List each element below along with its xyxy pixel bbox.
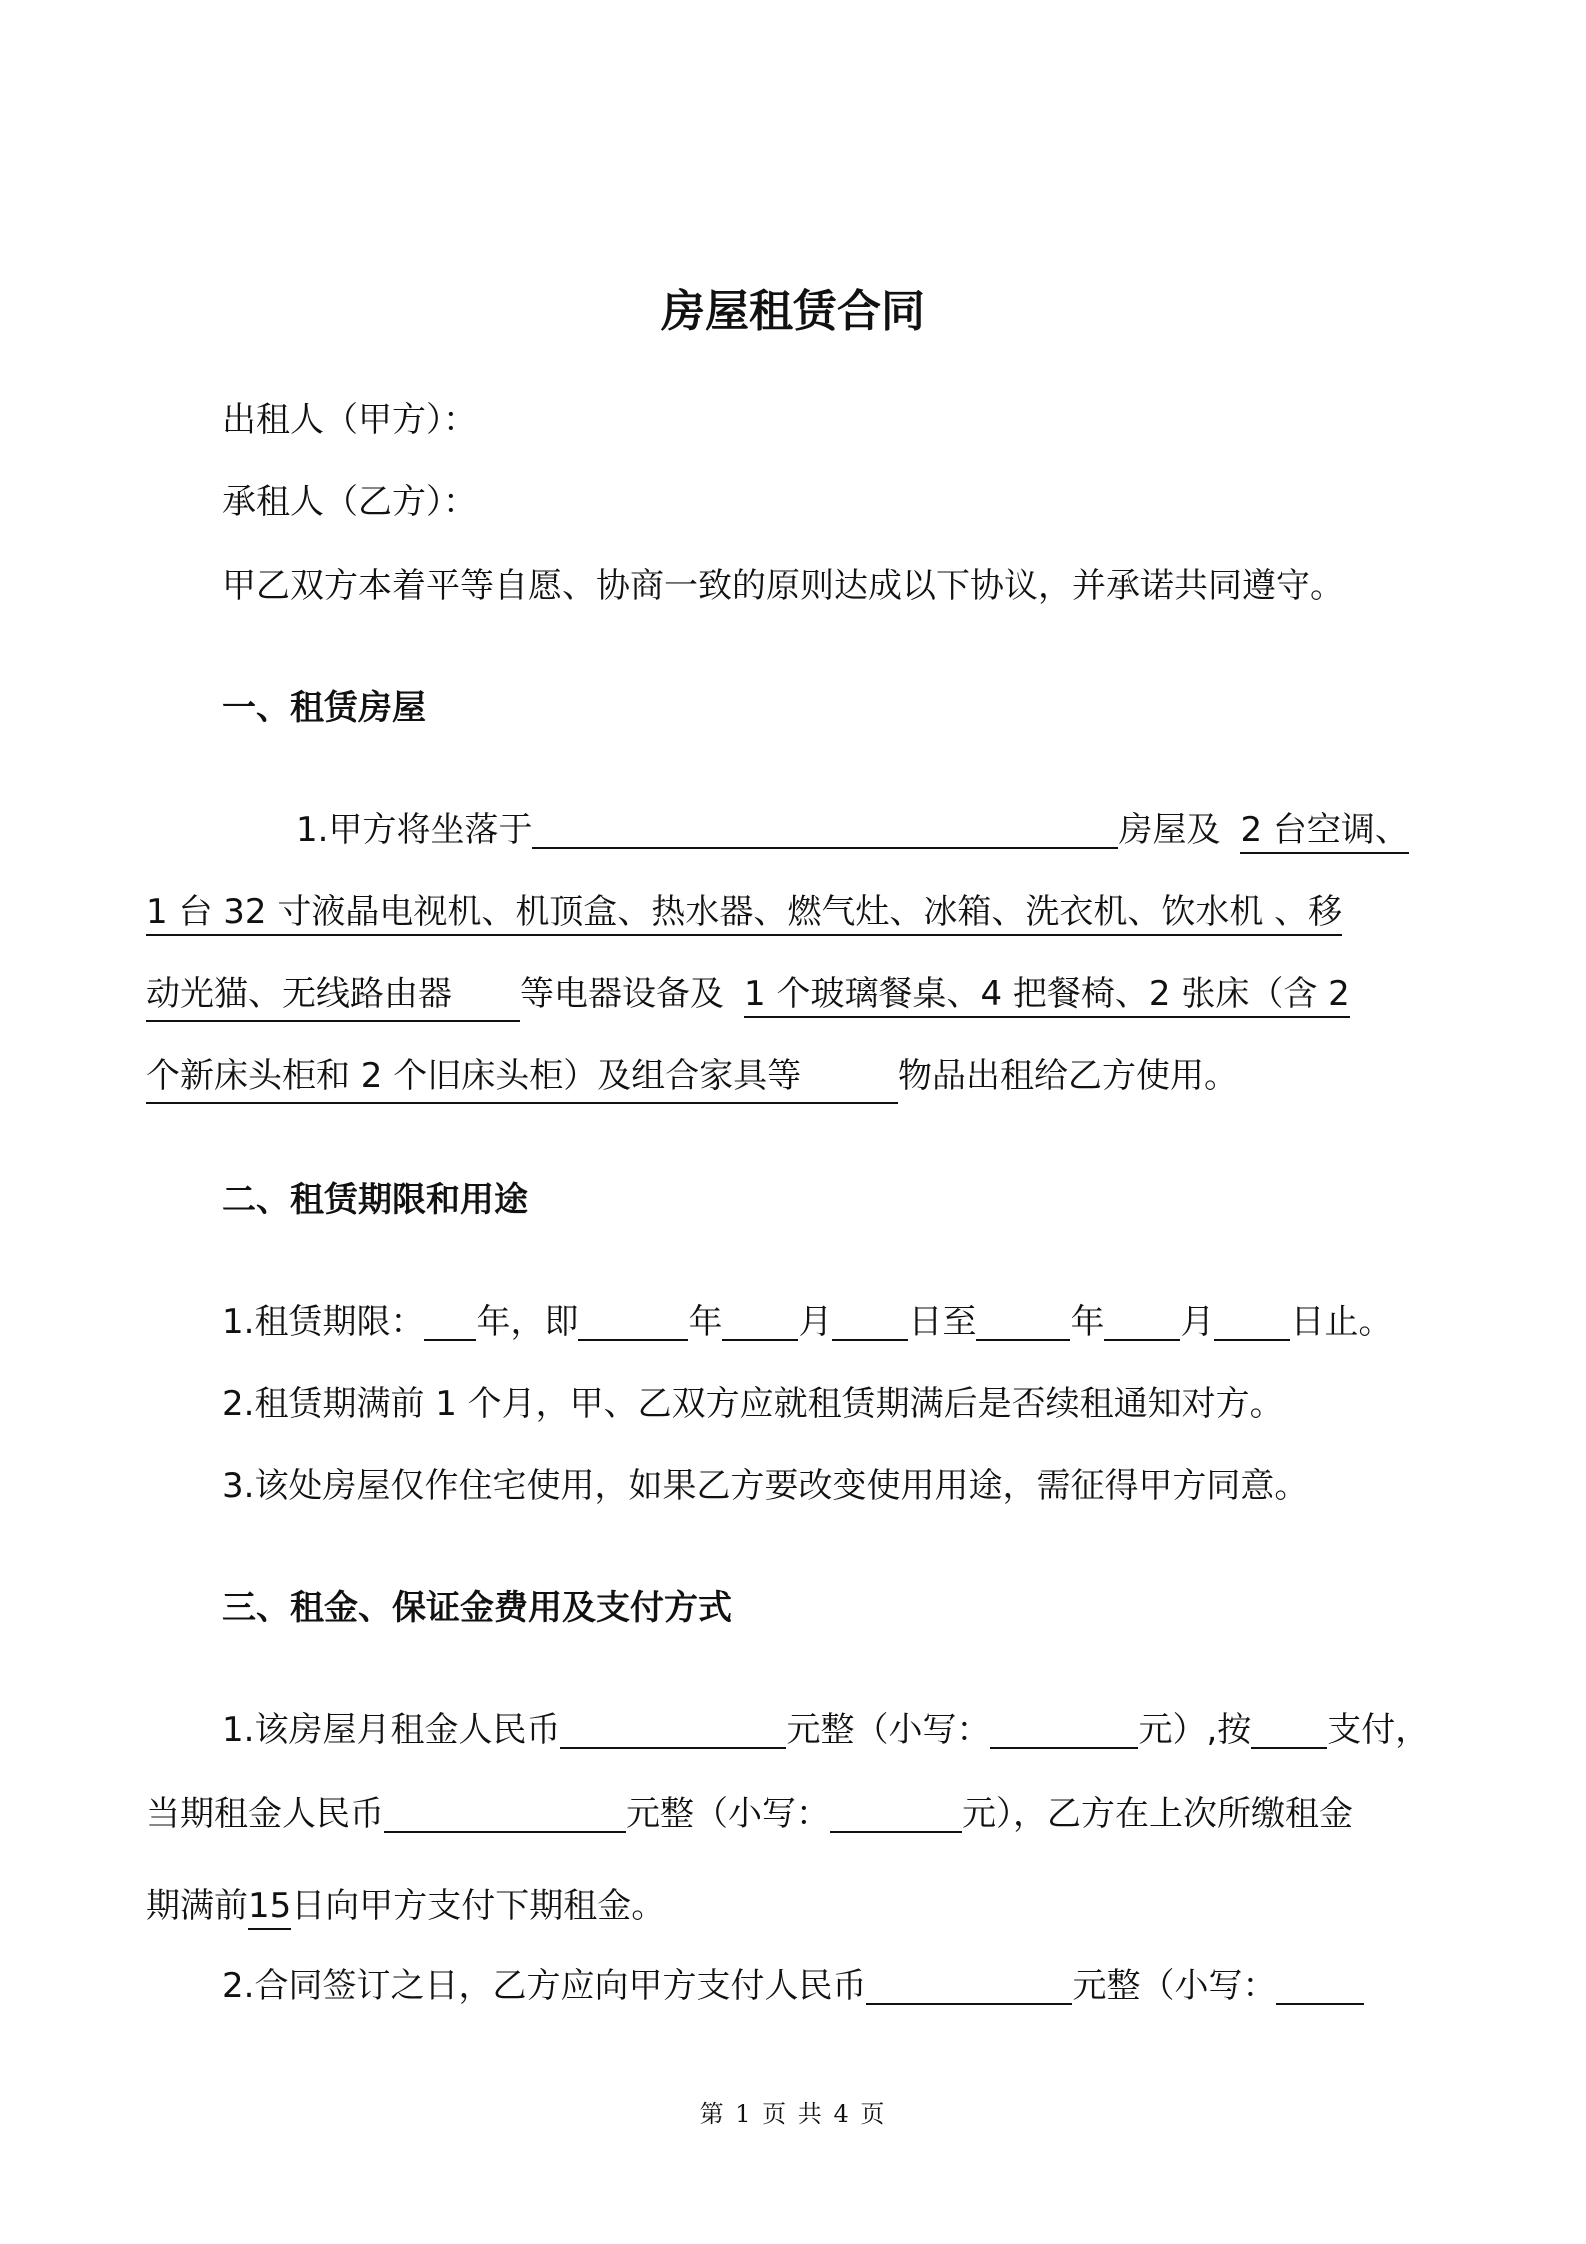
text: 房屋及 xyxy=(1118,810,1221,850)
text: 年 xyxy=(688,1302,723,1342)
furniture-list-end: 个新床头柜和 2 个旧床头柜）及组合家具等 xyxy=(146,1052,898,1104)
deposit-line xyxy=(222,1962,1364,2010)
start-day-blank[interactable] xyxy=(832,1299,908,1341)
furniture-list-start: 1 个玻璃餐桌、4 把餐椅、2 张床（含 2 xyxy=(744,974,1350,1018)
text: 1.甲方将坐落于 xyxy=(296,810,533,850)
text: 1.租赁期限： xyxy=(222,1302,425,1342)
renewal-notice-line: 2.租赁期满前 1 个月，甲、乙双方应就租赁期满后是否续租通知对方。 xyxy=(222,1384,1284,1424)
usage-line: 3.该处房屋仅作住宅使用，如果乙方要改变使用用途，需征得甲方同意。 xyxy=(222,1466,1309,1506)
intro-paragraph: 甲乙双方本着平等自愿、协商一致的原则达成以下协议，并承诺共同遵守。 xyxy=(222,566,1344,606)
text: 日向甲方支付下期租金。 xyxy=(291,1886,666,1926)
appliance-list-end: 动光猫、无线路由器 xyxy=(146,970,520,1022)
term-years-blank[interactable] xyxy=(424,1299,476,1341)
text: 支付， xyxy=(1327,1710,1430,1750)
section1-line1 xyxy=(296,806,1409,854)
party-b-label: 承租人（乙方）： xyxy=(222,482,477,522)
address-blank[interactable] xyxy=(532,807,1118,849)
start-year-blank[interactable] xyxy=(578,1299,688,1341)
deposit-figure-blank[interactable] xyxy=(1276,1963,1364,2005)
rent-line1 xyxy=(222,1706,1429,1754)
monthly-rent-figure-blank[interactable] xyxy=(990,1707,1138,1749)
payment-cycle-blank[interactable] xyxy=(1251,1707,1327,1749)
days-before-value: 15 xyxy=(248,1886,291,1930)
text: 物品出租给乙方使用。 xyxy=(898,1056,1238,1096)
text: 元），乙方在上次所缴租金 xyxy=(962,1794,1353,1834)
text: 1.该房屋月租金人民币 xyxy=(222,1710,561,1750)
party-a-label: 出租人（甲方）： xyxy=(222,400,477,440)
monthly-rent-words-blank[interactable] xyxy=(560,1707,786,1749)
text: 等电器设备及 xyxy=(520,974,724,1014)
text: 元）,按 xyxy=(1138,1710,1252,1750)
text: 期满前 xyxy=(146,1886,248,1926)
document-title: 房屋租赁合同 xyxy=(661,286,925,337)
text: 元整（小写： xyxy=(1072,1966,1277,2006)
section1-line2 xyxy=(146,888,1342,936)
end-year-blank[interactable] xyxy=(976,1299,1070,1341)
lease-term-line xyxy=(222,1298,1392,1346)
text: 元整（小写： xyxy=(626,1794,830,1834)
text: 元整（小写： xyxy=(786,1710,991,1750)
text: 2.合同签订之日，乙方应向甲方支付人民币 xyxy=(222,1966,867,2006)
start-month-blank[interactable] xyxy=(722,1299,798,1341)
section2-heading: 二、租赁期限和用途 xyxy=(222,1180,528,1220)
deposit-words-blank[interactable] xyxy=(866,1963,1072,2005)
current-rent-words-blank[interactable] xyxy=(384,1791,626,1833)
page-footer: 第 1 页 共 4 页 xyxy=(699,2100,887,2128)
section1-line3 xyxy=(146,970,1350,1022)
section1-heading: 一、租赁房屋 xyxy=(222,688,426,728)
section3-heading: 三、租金、保证金费用及支付方式 xyxy=(222,1588,732,1628)
appliance-list-start: 2 台空调、 xyxy=(1240,810,1408,854)
appliance-list: 1 台 32 寸液晶电视机、机顶盒、热水器、燃气灶、冰箱、洗衣机、饮水机 、移 xyxy=(146,892,1342,936)
current-rent-figure-blank[interactable] xyxy=(830,1791,962,1833)
end-day-blank[interactable] xyxy=(1214,1299,1290,1341)
text: 日至 xyxy=(908,1302,977,1342)
text: 日止。 xyxy=(1290,1302,1393,1342)
end-month-blank[interactable] xyxy=(1104,1299,1180,1341)
text: 年，即 xyxy=(476,1302,579,1342)
text: 月 xyxy=(798,1302,833,1342)
section1-line4 xyxy=(146,1052,1238,1104)
text: 年 xyxy=(1070,1302,1105,1342)
text: 当期租金人民币 xyxy=(146,1794,384,1834)
rent-line2 xyxy=(146,1790,1353,1838)
rent-line3 xyxy=(146,1882,665,1930)
text: 月 xyxy=(1180,1302,1215,1342)
